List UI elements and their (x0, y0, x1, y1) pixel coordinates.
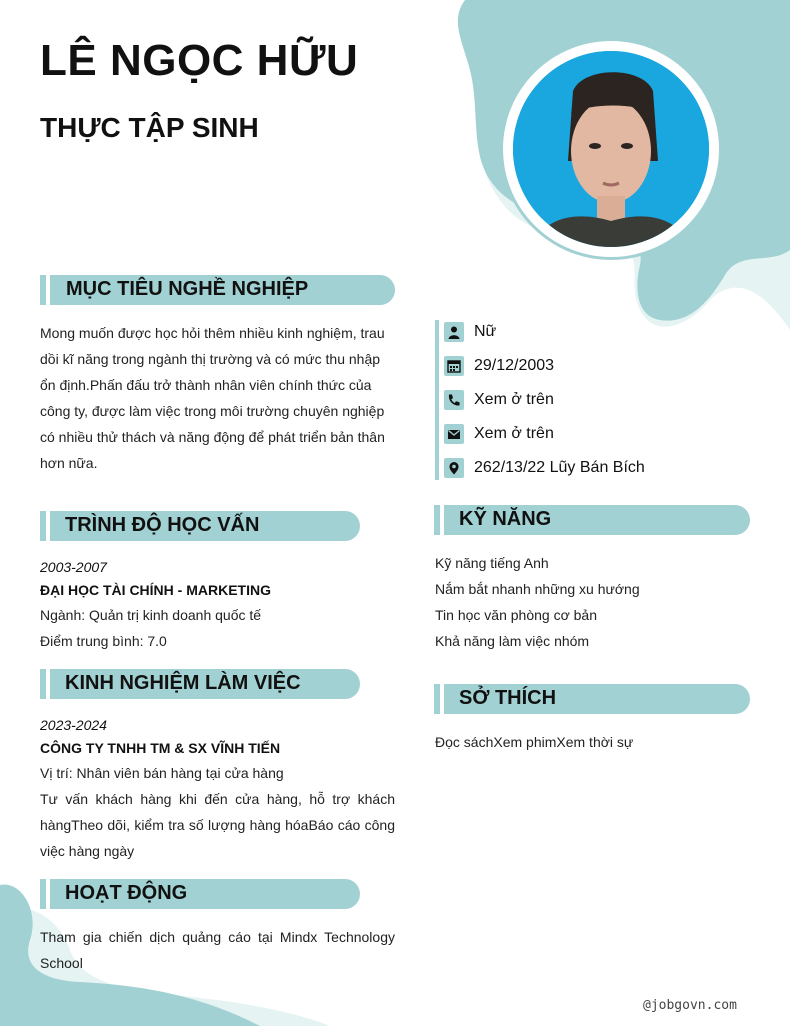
skill-item: Tin học văn phòng cơ bản (435, 607, 597, 623)
section-activities-header (50, 879, 360, 909)
profile-photo (513, 51, 709, 247)
activities-text: Tham gia chiến dịch quảng cáo tại Mindx Technology School (40, 929, 395, 971)
gender-value: Nữ (474, 323, 497, 340)
section-objective-title: MỤC TIÊU NGHỀ NGHIỆP (66, 278, 309, 300)
education-period: 2003-2007 (40, 559, 107, 575)
education-major: Ngành: Quản trị kinh doanh quốc tế (40, 607, 262, 623)
experience-description: Tư vấn khách hàng khi đến cửa hàng, hỗ trợ khách hàngTheo dõi, kiểm tra số lượng hàng hóaBáo cáo công việc hàng ngày (40, 791, 395, 859)
section-education-header (50, 511, 360, 541)
section-objective-header (50, 275, 395, 305)
section-skills-header (444, 505, 750, 535)
phone-value: Xem ở trên (474, 391, 554, 408)
section-experience-title: KINH NGHIỆM LÀM VIỆC (65, 672, 301, 694)
mail-icon (444, 424, 464, 444)
experience-period: 2023-2024 (40, 717, 107, 733)
job-title: THỰC TẬP SINH (40, 112, 259, 143)
email-value: Xem ở trên (474, 425, 554, 442)
footer-watermark: @jobgovn.com (643, 998, 737, 1013)
skill-item: Khả năng làm việc nhóm (435, 633, 590, 649)
education-gpa: Điểm trung bình: 7.0 (40, 633, 167, 649)
section-hobbies-header (444, 684, 750, 714)
person-icon (444, 322, 464, 342)
hobbies-text: Đọc sáchXem phimXem thời sự (435, 734, 634, 750)
profile-photo-frame (500, 38, 722, 260)
section-skills-title: KỸ NĂNG (459, 508, 552, 530)
contact-divider (435, 320, 439, 480)
section-experience-header (50, 669, 360, 699)
phone-icon (444, 390, 464, 410)
location-pin-icon (444, 458, 464, 478)
skill-item: Nắm bắt nhanh những xu hướng (435, 581, 640, 597)
portrait-image (513, 51, 709, 247)
calendar-icon (444, 356, 464, 376)
section-education-title: TRÌNH ĐỘ HỌC VẤN (65, 514, 260, 536)
education-school: ĐẠI HỌC TÀI CHÍNH - MARKETING (40, 582, 271, 598)
birthday-value: 29/12/2003 (474, 357, 555, 374)
skill-item: Kỹ năng tiếng Anh (435, 555, 549, 571)
experience-position: Vị trí: Nhân viên bán hàng tại cửa hàng (40, 765, 284, 781)
objective-text: Mong muốn được học hỏi thêm nhiều kinh nghiệm, trau dồi kĩ năng trong ngành thị trường và có mức thu nhập ổn định.Phấn đấu trở thành nhân viên chính thức của công ty, được làm việc trong môi trường chuyên nghiệp có nhiều thử thách và năng động để phát triển bản thân hơn nữa. (40, 325, 385, 471)
section-activities-title: HOẠT ĐỘNG (65, 882, 188, 904)
experience-company: CÔNG TY TNHH TM & SX VĨNH TIẾN (40, 740, 281, 756)
section-hobbies-title: SỞ THÍCH (459, 687, 557, 709)
address-value: 262/13/22 Lũy Bán Bích (474, 459, 645, 476)
candidate-name: LÊ NGỌC HỮU (40, 36, 359, 85)
